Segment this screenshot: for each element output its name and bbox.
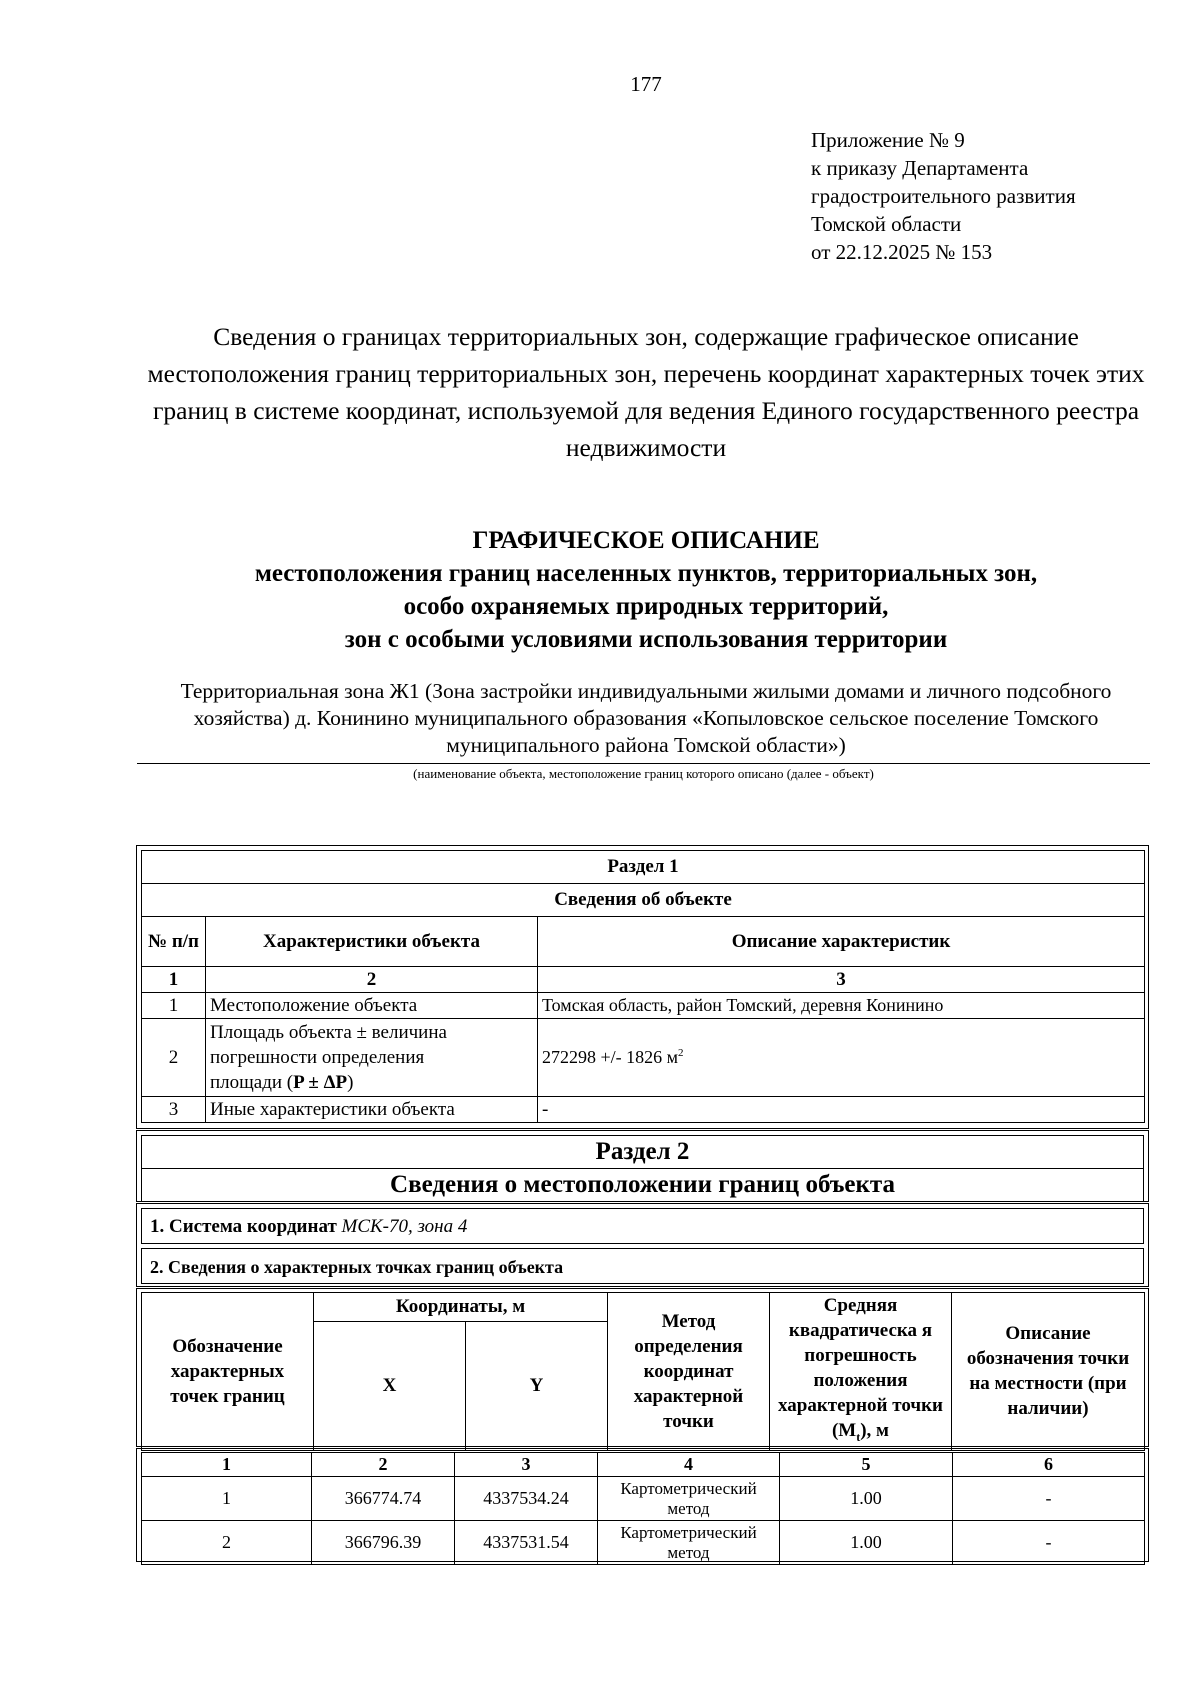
appendix-line: Томской области: [811, 212, 962, 236]
point-method: Картометрический метод: [598, 1521, 780, 1565]
header-x: X: [314, 1321, 466, 1450]
table-row: [142, 1521, 1145, 1565]
object-name: Территориальная зона Ж1 (Зона застройки индивидуальными жилыми домами и личного подсобного хозяйства) д. Конинино муниципального образования «Копыловское сельское поселение Томского муниципального района Томской области»): [180, 679, 1112, 757]
row-num: 1: [142, 993, 206, 1019]
section2-subtitle: Сведения о местоположении границ объекта: [142, 1169, 1144, 1202]
area-value: 272298 +/- 1826 м: [542, 1047, 679, 1067]
row-description: [538, 1019, 1145, 1097]
col-number: 3: [455, 1453, 598, 1477]
row-description: -: [538, 1097, 1145, 1123]
row-characteristic: Местоположение объекта: [206, 993, 538, 1019]
points-header-table: [141, 1292, 1145, 1451]
error-subscript: t: [856, 1429, 861, 1444]
section1-table: [141, 850, 1145, 1123]
header-y: Y: [466, 1321, 608, 1450]
table-row: [142, 1477, 1145, 1521]
formula: P ± ΔP: [293, 1072, 348, 1093]
col-number: 5: [780, 1453, 953, 1477]
appendix-line: градостроительного развития: [811, 184, 1076, 208]
heading-line: ГРАФИЧЕСКОЕ ОПИСАНИЕ: [472, 527, 820, 554]
col-number: 2: [206, 967, 538, 993]
section1-subtitle: Сведения об объекте: [142, 884, 1145, 917]
heading-line: местоположения границ населенных пунктов, территориальных зон,: [254, 560, 1038, 587]
col-number: 1: [142, 967, 206, 993]
point-y: 4337531.54: [455, 1521, 598, 1565]
object-caption: (наименование объекта, местоположение границ которого описано (далее - объект): [413, 766, 874, 781]
header-designation: Обозначение характерных точек границ: [142, 1293, 314, 1451]
point-x: 366796.39: [312, 1521, 455, 1565]
header-description: Описание обозначения точки на местности (при наличии): [952, 1293, 1145, 1451]
formula-suffix: ): [347, 1072, 354, 1093]
row-description: Томская область, район Томский, деревня Конинино: [538, 993, 1145, 1019]
appendix-line: от 22.12.2025 № 153: [811, 240, 993, 264]
point-x: 366774.74: [312, 1477, 455, 1521]
col-number: 6: [953, 1453, 1145, 1477]
heading-line: особо охраняемых природных территорий,: [403, 593, 889, 620]
point-error: 1.00: [780, 1521, 953, 1565]
row-num: 2: [142, 1019, 206, 1097]
point-y: 4337534.24: [455, 1477, 598, 1521]
row-num: 3: [142, 1097, 206, 1123]
appendix-line: Приложение № 9: [811, 128, 965, 152]
col-number: 4: [598, 1453, 780, 1477]
row-characteristic: [206, 1019, 538, 1097]
characteristic-line: Площадь объекта ± величина: [210, 1022, 447, 1043]
object-underline: [137, 763, 1150, 764]
section2-header-table: [141, 1135, 1144, 1202]
point-error: 1.00: [780, 1477, 953, 1521]
col-number: 3: [538, 967, 1145, 993]
header-characteristic: Характеристики объекта: [206, 917, 538, 967]
heading-line: зон с особыми условиями использования территории: [344, 626, 948, 653]
points-table: [141, 1452, 1145, 1565]
coord-system-value: МСК-70, зона 4: [341, 1216, 468, 1237]
characteristic-line: [210, 1070, 533, 1095]
header-num: № п/п: [142, 917, 206, 967]
section1-title: Раздел 1: [142, 851, 1145, 884]
graphic-description-heading: [150, 524, 1142, 656]
header-method: Метод определения координат характерной точки: [608, 1293, 770, 1451]
point-id: 1: [142, 1477, 312, 1521]
header-description: Описание характеристик: [538, 917, 1145, 967]
points-heading: 2. Сведения о характерных точках границ объекта: [141, 1248, 1144, 1284]
error-unit: ), м: [860, 1420, 890, 1441]
area-unit-power: 2: [678, 1047, 684, 1059]
appendix-block: [811, 126, 1076, 266]
col-number: 1: [142, 1453, 312, 1477]
appendix-line: к приказу Департамента: [811, 156, 1029, 180]
error-text: Средняя квадратическа я погрешность положения характерной точки (M: [778, 1295, 943, 1441]
point-id: 2: [142, 1521, 312, 1565]
section2-title: Раздел 2: [142, 1136, 1144, 1169]
header-error: [770, 1293, 952, 1451]
coord-system-row: [141, 1208, 1144, 1244]
point-method: Картометрический метод: [598, 1477, 780, 1521]
characteristic-line: погрешности определения: [210, 1047, 425, 1068]
header-coordinates: Координаты, м: [314, 1293, 608, 1322]
row-characteristic: Иные характеристики объекта: [206, 1097, 538, 1123]
point-description: -: [953, 1521, 1145, 1565]
document-title: Сведения о границах территориальных зон, содержащие графическое описание местоположения границ территориальных зон, перечень координат характерных точек этих границ в системе координат, используемой для ведения Единого государственного реестра недвижимости: [147, 322, 1145, 462]
formula-prefix: площади (: [210, 1072, 294, 1093]
point-description: -: [953, 1477, 1145, 1521]
col-number: 2: [312, 1453, 455, 1477]
coord-system-label: 1. Система координат: [150, 1216, 337, 1237]
page-number: 177: [630, 72, 662, 96]
